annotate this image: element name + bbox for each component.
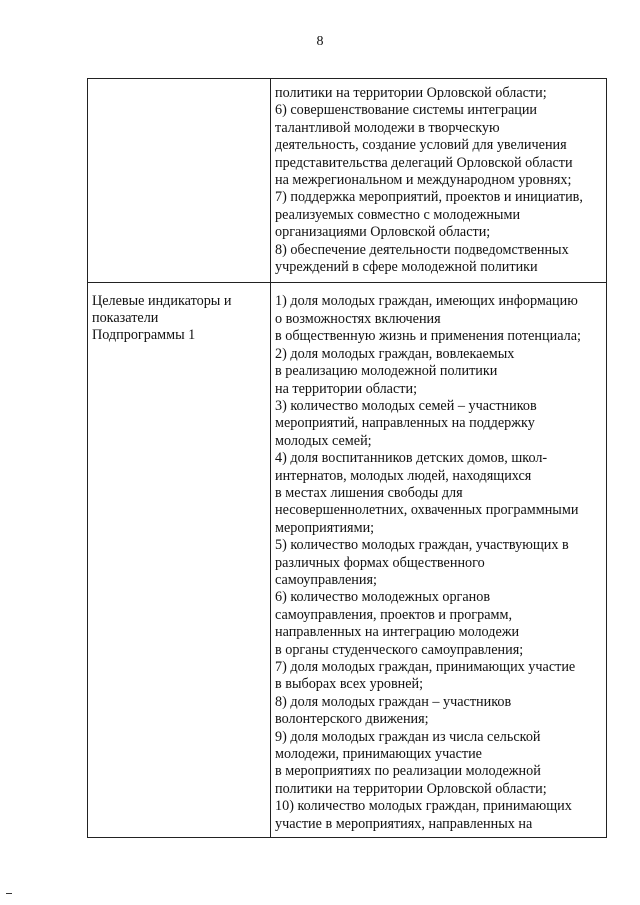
text-line: молодежи, принимающих участие [275, 746, 482, 763]
text-line: политики на территории Орловской области; [275, 85, 547, 101]
text-line: 6) количество молодежных органов [275, 589, 491, 606]
text-line: 8) доля молодых граждан – участников [275, 693, 512, 710]
text-line: 7) доля молодых граждан, принимающих участие [275, 659, 576, 675]
text-line: на территории области; [275, 380, 418, 397]
text-line: 1) доля молодых граждан, имеющих информацию [275, 293, 578, 310]
table-cell-label [88, 79, 271, 282]
text-line: 8) обеспечение деятельности подведомственных [275, 241, 569, 258]
text-line: реализуемых совместно с молодежными [275, 206, 521, 223]
text-line: 6) совершенствование системы интеграции [275, 102, 538, 119]
table-cell-content [271, 283, 606, 837]
page-number: 8 [316, 34, 324, 49]
margin-mark [6, 893, 12, 894]
text-line: участие в мероприятиях, направленных на [275, 815, 533, 832]
text-line: 4) доля воспитанников детских домов, школ- [275, 450, 548, 467]
text-line: самоуправления, проектов и программ, [275, 606, 513, 623]
text-line: несовершеннолетних, охваченных программными [275, 502, 579, 519]
label-line: показатели [92, 310, 159, 327]
text-line: в мероприятиях по реализации молодежной [275, 763, 541, 780]
text-line: мероприятиями; [275, 519, 375, 536]
text-line: 3) количество молодых семей – участников [275, 397, 537, 414]
text-line: 7) поддержка мероприятий, проектов и инициатив, [275, 189, 583, 206]
text-line: организациями Орловской области; [275, 224, 491, 241]
text-line: на межрегиональном и международном уровнях; [275, 172, 572, 189]
text-line: в выборах всех уровней; [275, 676, 424, 693]
text-line: самоуправления; [275, 571, 377, 588]
text-line: 5) количество молодых граждан, участвующих в [275, 537, 569, 554]
text-line: в местах лишения свободы для [275, 484, 463, 501]
table-cell-content [271, 79, 606, 282]
text-line: в общественную жизнь и применения потенциала; [275, 328, 581, 345]
document-table [87, 78, 607, 838]
text-line: талантливой молодежи в творческую [275, 119, 500, 136]
text-line: в реализацию молодежной политики [275, 363, 498, 380]
table-row [88, 79, 606, 282]
label-line: Подпрограммы 1 [92, 327, 196, 344]
table-row [88, 282, 606, 837]
text-line: мероприятий, направленных на поддержку [275, 415, 535, 432]
text-line: 9) доля молодых граждан из числа сельской [275, 728, 541, 745]
text-line: различных формах общественного [275, 554, 485, 571]
text-line: интернатов, молодых людей, находящихся [275, 467, 532, 484]
text-line: направленных на интеграцию молодежи [275, 624, 520, 641]
text-line: волонтерского движения; [275, 711, 429, 728]
text-line: деятельность, создание условий для увеличения [275, 137, 567, 154]
text-line: молодых семей; [275, 432, 372, 449]
text-line: политики на территории Орловской области; [275, 780, 547, 797]
text-line: 10) количество молодых граждан, принимающих [275, 798, 572, 815]
text-line: представительства делегаций Орловской области [275, 154, 573, 171]
text-line: о возможностях включения [275, 310, 441, 327]
label-line: Целевые индикаторы и [92, 293, 232, 310]
text-line: в органы студенческого самоуправления; [275, 641, 524, 658]
text-line: учреждений в сфере молодежной политики [275, 259, 538, 276]
text-line: 2) доля молодых граждан, вовлекаемых [275, 345, 515, 362]
table-cell-label [88, 283, 271, 837]
